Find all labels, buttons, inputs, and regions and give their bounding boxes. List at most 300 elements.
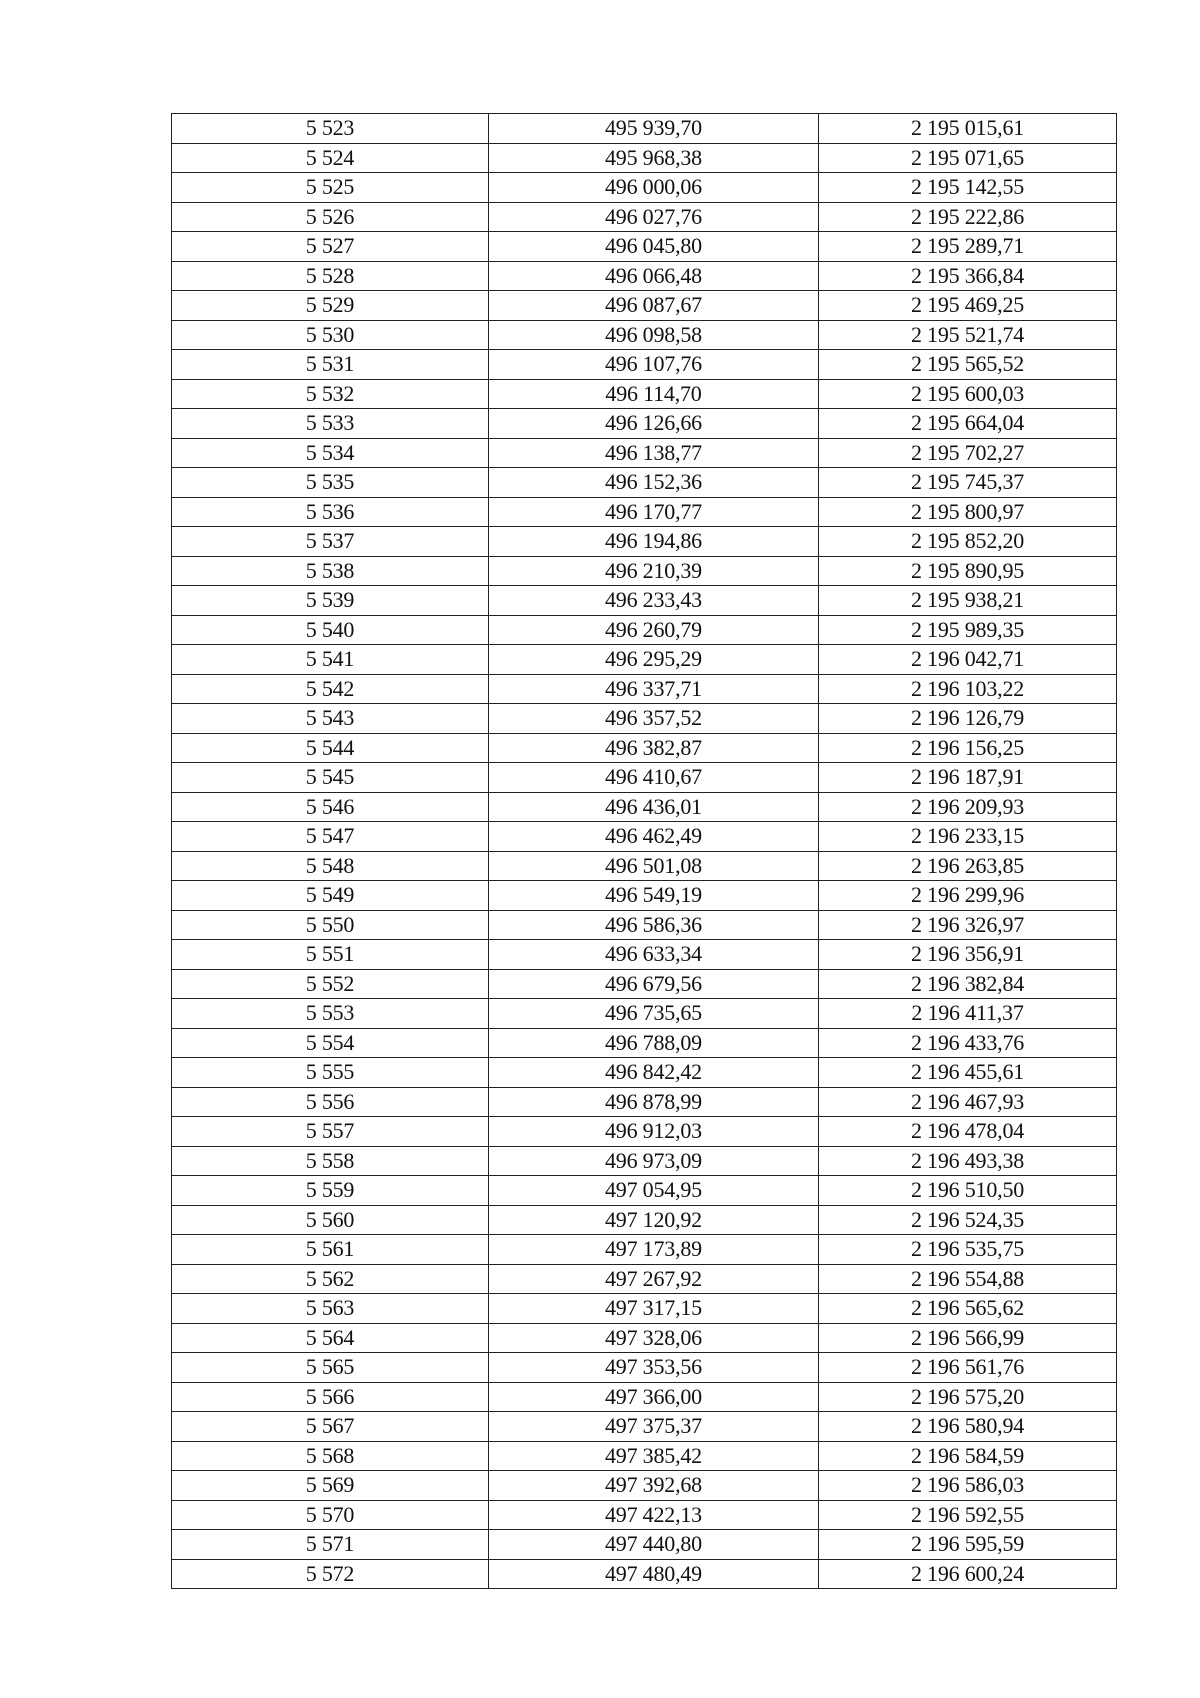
point-number-cell: [172, 438, 489, 468]
cell-text: 497 392,68: [604, 1472, 702, 1498]
table-row: [172, 556, 1117, 586]
x-coordinate-cell: [489, 1205, 819, 1235]
cell-text: 5 562: [305, 1265, 355, 1291]
cell-text: 5 546: [305, 793, 355, 819]
cell-text: 2 195 989,35: [910, 616, 1025, 642]
cell-text: 2 196 565,62: [910, 1295, 1025, 1321]
cell-text: 2 196 455,61: [910, 1059, 1025, 1085]
cell-text: 5 539: [305, 587, 355, 613]
x-coordinate-cell: [489, 1559, 819, 1589]
cell-text: 497 385,42: [604, 1442, 702, 1468]
cell-text: 2 196 580,94: [910, 1413, 1025, 1439]
cell-text: 497 173,89: [604, 1236, 702, 1262]
cell-text: 2 196 356,91: [910, 941, 1025, 967]
cell-text: 2 196 600,24: [910, 1560, 1025, 1586]
cell-text: 2 196 592,55: [910, 1501, 1025, 1527]
table-row: [172, 1323, 1117, 1353]
cell-text: 5 538: [305, 557, 355, 583]
cell-text: 5 545: [305, 764, 355, 790]
cell-text: 496 027,76: [604, 203, 702, 229]
cell-text: 496 549,19: [604, 882, 702, 908]
table-row: [172, 586, 1117, 616]
y-coordinate-cell: [819, 173, 1117, 203]
point-number-cell: [172, 1500, 489, 1530]
cell-text: 5 523: [305, 115, 355, 141]
x-coordinate-cell: [489, 1500, 819, 1530]
cell-text: 5 540: [305, 616, 355, 642]
table-row: [172, 143, 1117, 173]
point-number-cell: [172, 792, 489, 822]
y-coordinate-cell: [819, 527, 1117, 557]
point-number-cell: [172, 733, 489, 763]
table-row: [172, 1235, 1117, 1265]
point-number-cell: [172, 1146, 489, 1176]
point-number-cell: [172, 1176, 489, 1206]
cell-text: 2 196 467,93: [910, 1088, 1025, 1114]
y-coordinate-cell: [819, 586, 1117, 616]
point-number-cell: [172, 969, 489, 999]
x-coordinate-cell: [489, 1294, 819, 1324]
cell-text: 2 196 478,04: [910, 1118, 1025, 1144]
table-row: [172, 438, 1117, 468]
x-coordinate-cell: [489, 1235, 819, 1265]
point-number-cell: [172, 822, 489, 852]
x-coordinate-cell: [489, 143, 819, 173]
cell-text: 5 558: [305, 1147, 355, 1173]
cell-text: 497 054,95: [604, 1177, 702, 1203]
cell-text: 496 087,67: [604, 292, 702, 318]
x-coordinate-cell: [489, 379, 819, 409]
y-coordinate-cell: [819, 409, 1117, 439]
cell-text: 495 939,70: [604, 115, 702, 141]
cell-text: 2 196 595,59: [910, 1531, 1025, 1557]
table-row: [172, 1117, 1117, 1147]
point-number-cell: [172, 1264, 489, 1294]
point-number-cell: [172, 1087, 489, 1117]
point-number-cell: [172, 1530, 489, 1560]
cell-text: 496 337,71: [604, 675, 702, 701]
cell-text: 496 842,42: [604, 1059, 702, 1085]
y-coordinate-cell: [819, 291, 1117, 321]
y-coordinate-cell: [819, 232, 1117, 262]
y-coordinate-cell: [819, 1087, 1117, 1117]
point-number-cell: [172, 1117, 489, 1147]
cell-text: 497 267,92: [604, 1265, 702, 1291]
cell-text: 2 195 565,52: [910, 351, 1025, 377]
y-coordinate-cell: [819, 114, 1117, 144]
cell-text: 5 561: [305, 1236, 355, 1262]
cell-text: 5 530: [305, 321, 355, 347]
cell-text: 5 553: [305, 1000, 355, 1026]
cell-text: 5 550: [305, 911, 355, 937]
x-coordinate-cell: [489, 1176, 819, 1206]
table-row: [172, 350, 1117, 380]
cell-text: 496 912,03: [604, 1118, 702, 1144]
point-number-cell: [172, 1353, 489, 1383]
x-coordinate-cell: [489, 202, 819, 232]
table-row: [172, 1294, 1117, 1324]
cell-text: 497 353,56: [604, 1354, 702, 1380]
cell-text: 2 195 664,04: [910, 410, 1025, 436]
table-row: [172, 202, 1117, 232]
table-row: [172, 1471, 1117, 1501]
cell-text: 496 045,80: [604, 233, 702, 259]
x-coordinate-cell: [489, 468, 819, 498]
table-row: [172, 1559, 1117, 1589]
cell-text: 497 480,49: [604, 1560, 702, 1586]
point-number-cell: [172, 1235, 489, 1265]
cell-text: 5 536: [305, 498, 355, 524]
y-coordinate-cell: [819, 1559, 1117, 1589]
table-row: [172, 733, 1117, 763]
point-number-cell: [172, 1559, 489, 1589]
cell-text: 496 586,36: [604, 911, 702, 937]
cell-text: 497 440,80: [604, 1531, 702, 1557]
cell-text: 5 567: [305, 1413, 355, 1439]
table-row: [172, 1441, 1117, 1471]
cell-text: 497 328,06: [604, 1324, 702, 1350]
cell-text: 5 554: [305, 1029, 355, 1055]
x-coordinate-cell: [489, 1471, 819, 1501]
y-coordinate-cell: [819, 468, 1117, 498]
x-coordinate-cell: [489, 527, 819, 557]
table-row: [172, 1146, 1117, 1176]
y-coordinate-cell: [819, 822, 1117, 852]
x-coordinate-cell: [489, 1412, 819, 1442]
cell-text: 496 501,08: [604, 852, 702, 878]
cell-text: 5 524: [305, 144, 355, 170]
cell-text: 5 566: [305, 1383, 355, 1409]
cell-text: 2 196 433,76: [910, 1029, 1025, 1055]
cell-text: 5 537: [305, 528, 355, 554]
cell-text: 5 534: [305, 439, 355, 465]
x-coordinate-cell: [489, 763, 819, 793]
x-coordinate-cell: [489, 409, 819, 439]
point-number-cell: [172, 674, 489, 704]
cell-text: 5 547: [305, 823, 355, 849]
cell-text: 2 196 586,03: [910, 1472, 1025, 1498]
point-number-cell: [172, 645, 489, 675]
point-number-cell: [172, 851, 489, 881]
table-row: [172, 645, 1117, 675]
cell-text: 5 543: [305, 705, 355, 731]
point-number-cell: [172, 1471, 489, 1501]
x-coordinate-cell: [489, 1058, 819, 1088]
cell-text: 496 973,09: [604, 1147, 702, 1173]
x-coordinate-cell: [489, 1441, 819, 1471]
point-number-cell: [172, 615, 489, 645]
cell-text: 5 557: [305, 1118, 355, 1144]
cell-text: 2 195 852,20: [910, 528, 1025, 554]
cell-text: 5 560: [305, 1206, 355, 1232]
x-coordinate-cell: [489, 733, 819, 763]
table-row: [172, 1087, 1117, 1117]
y-coordinate-cell: [819, 261, 1117, 291]
point-number-cell: [172, 586, 489, 616]
cell-text: 496 194,86: [604, 528, 702, 554]
cell-text: 5 563: [305, 1295, 355, 1321]
point-number-cell: [172, 999, 489, 1029]
cell-text: 2 195 071,65: [910, 144, 1025, 170]
point-number-cell: [172, 291, 489, 321]
cell-text: 5 555: [305, 1059, 355, 1085]
cell-text: 5 565: [305, 1354, 355, 1380]
cell-text: 5 570: [305, 1501, 355, 1527]
point-number-cell: [172, 114, 489, 144]
point-number-cell: [172, 556, 489, 586]
table-row: [172, 1382, 1117, 1412]
cell-text: 2 196 584,59: [910, 1442, 1025, 1468]
cell-text: 496 878,99: [604, 1088, 702, 1114]
cell-text: 2 196 554,88: [910, 1265, 1025, 1291]
x-coordinate-cell: [489, 438, 819, 468]
x-coordinate-cell: [489, 1264, 819, 1294]
x-coordinate-cell: [489, 1323, 819, 1353]
cell-text: 2 196 233,15: [910, 823, 1025, 849]
cell-text: 2 195 800,97: [910, 498, 1025, 524]
cell-text: 497 366,00: [604, 1383, 702, 1409]
table-row: [172, 1500, 1117, 1530]
y-coordinate-cell: [819, 1441, 1117, 1471]
y-coordinate-cell: [819, 1530, 1117, 1560]
y-coordinate-cell: [819, 1205, 1117, 1235]
x-coordinate-cell: [489, 704, 819, 734]
y-coordinate-cell: [819, 1471, 1117, 1501]
cell-text: 5 542: [305, 675, 355, 701]
x-coordinate-cell: [489, 1382, 819, 1412]
cell-text: 496 152,36: [604, 469, 702, 495]
cell-text: 2 195 521,74: [910, 321, 1025, 347]
cell-text: 2 196 493,38: [910, 1147, 1025, 1173]
table-row: [172, 704, 1117, 734]
cell-text: 5 564: [305, 1324, 355, 1350]
y-coordinate-cell: [819, 645, 1117, 675]
x-coordinate-cell: [489, 910, 819, 940]
cell-text: 496 382,87: [604, 734, 702, 760]
x-coordinate-cell: [489, 1353, 819, 1383]
y-coordinate-cell: [819, 910, 1117, 940]
cell-text: 5 535: [305, 469, 355, 495]
y-coordinate-cell: [819, 969, 1117, 999]
x-coordinate-cell: [489, 645, 819, 675]
point-number-cell: [172, 1058, 489, 1088]
cell-text: 5 551: [305, 941, 355, 967]
x-coordinate-cell: [489, 1146, 819, 1176]
table-row: [172, 615, 1117, 645]
y-coordinate-cell: [819, 940, 1117, 970]
cell-text: 2 195 289,71: [910, 233, 1025, 259]
x-coordinate-cell: [489, 999, 819, 1029]
cell-text: 496 138,77: [604, 439, 702, 465]
y-coordinate-cell: [819, 1323, 1117, 1353]
y-coordinate-cell: [819, 1294, 1117, 1324]
y-coordinate-cell: [819, 1353, 1117, 1383]
x-coordinate-cell: [489, 1087, 819, 1117]
point-number-cell: [172, 409, 489, 439]
point-number-cell: [172, 704, 489, 734]
cell-text: 5 526: [305, 203, 355, 229]
cell-text: 496 170,77: [604, 498, 702, 524]
x-coordinate-cell: [489, 822, 819, 852]
cell-text: 495 968,38: [604, 144, 702, 170]
table-row: [172, 261, 1117, 291]
table-row: [172, 822, 1117, 852]
cell-text: 496 410,67: [604, 764, 702, 790]
cell-text: 2 196 566,99: [910, 1324, 1025, 1350]
point-number-cell: [172, 881, 489, 911]
x-coordinate-cell: [489, 969, 819, 999]
y-coordinate-cell: [819, 792, 1117, 822]
x-coordinate-cell: [489, 232, 819, 262]
cell-text: 496 633,34: [604, 941, 702, 967]
table-row: [172, 173, 1117, 203]
point-number-cell: [172, 468, 489, 498]
table-row: [172, 320, 1117, 350]
y-coordinate-cell: [819, 202, 1117, 232]
cell-text: 496 679,56: [604, 970, 702, 996]
table-row: [172, 851, 1117, 881]
table-row: [172, 232, 1117, 262]
coordinates-table: [171, 113, 1117, 1589]
table-row: [172, 674, 1117, 704]
cell-text: 2 196 187,91: [910, 764, 1025, 790]
table-row: [172, 881, 1117, 911]
cell-text: 5 527: [305, 233, 355, 259]
point-number-cell: [172, 1412, 489, 1442]
cell-text: 496 126,66: [604, 410, 702, 436]
cell-text: 496 295,29: [604, 646, 702, 672]
y-coordinate-cell: [819, 1412, 1117, 1442]
y-coordinate-cell: [819, 615, 1117, 645]
table-row: [172, 409, 1117, 439]
cell-text: 2 196 510,50: [910, 1177, 1025, 1203]
x-coordinate-cell: [489, 1117, 819, 1147]
cell-text: 497 317,15: [604, 1295, 702, 1321]
y-coordinate-cell: [819, 143, 1117, 173]
cell-text: 2 196 042,71: [910, 646, 1025, 672]
y-coordinate-cell: [819, 763, 1117, 793]
point-number-cell: [172, 497, 489, 527]
y-coordinate-cell: [819, 1176, 1117, 1206]
x-coordinate-cell: [489, 350, 819, 380]
table-row: [172, 1353, 1117, 1383]
table-row: [172, 291, 1117, 321]
point-number-cell: [172, 379, 489, 409]
point-number-cell: [172, 1294, 489, 1324]
cell-text: 2 196 575,20: [910, 1383, 1025, 1409]
point-number-cell: [172, 320, 489, 350]
x-coordinate-cell: [489, 881, 819, 911]
x-coordinate-cell: [489, 674, 819, 704]
cell-text: 2 196 411,37: [911, 1000, 1024, 1026]
y-coordinate-cell: [819, 320, 1117, 350]
cell-text: 2 195 702,27: [910, 439, 1025, 465]
table-row: [172, 1176, 1117, 1206]
point-number-cell: [172, 143, 489, 173]
point-number-cell: [172, 910, 489, 940]
cell-text: 2 195 015,61: [910, 115, 1025, 141]
point-number-cell: [172, 232, 489, 262]
x-coordinate-cell: [489, 586, 819, 616]
cell-text: 5 559: [305, 1177, 355, 1203]
cell-text: 2 196 524,35: [910, 1206, 1025, 1232]
cell-text: 2 195 142,55: [910, 174, 1025, 200]
y-coordinate-cell: [819, 379, 1117, 409]
table-row: [172, 969, 1117, 999]
cell-text: 2 196 326,97: [910, 911, 1025, 937]
cell-text: 497 375,37: [604, 1413, 702, 1439]
x-coordinate-cell: [489, 497, 819, 527]
cell-text: 2 196 382,84: [910, 970, 1025, 996]
x-coordinate-cell: [489, 851, 819, 881]
y-coordinate-cell: [819, 674, 1117, 704]
cell-text: 2 196 103,22: [910, 675, 1025, 701]
y-coordinate-cell: [819, 350, 1117, 380]
x-coordinate-cell: [489, 114, 819, 144]
x-coordinate-cell: [489, 261, 819, 291]
table-row: [172, 940, 1117, 970]
point-number-cell: [172, 350, 489, 380]
cell-text: 2 196 209,93: [910, 793, 1025, 819]
cell-text: 5 529: [305, 292, 355, 318]
cell-text: 5 571: [305, 1531, 355, 1557]
y-coordinate-cell: [819, 1500, 1117, 1530]
cell-text: 2 196 561,76: [910, 1354, 1025, 1380]
x-coordinate-cell: [489, 291, 819, 321]
table-row: [172, 468, 1117, 498]
table-row: [172, 999, 1117, 1029]
cell-text: 496 114,70: [605, 380, 702, 406]
y-coordinate-cell: [819, 1117, 1117, 1147]
y-coordinate-cell: [819, 704, 1117, 734]
y-coordinate-cell: [819, 851, 1117, 881]
x-coordinate-cell: [489, 940, 819, 970]
point-number-cell: [172, 527, 489, 557]
cell-text: 5 541: [305, 646, 355, 672]
cell-text: 496 098,58: [604, 321, 702, 347]
table-row: [172, 792, 1117, 822]
table-row: [172, 1530, 1117, 1560]
cell-text: 496 260,79: [604, 616, 702, 642]
cell-text: 5 549: [305, 882, 355, 908]
point-number-cell: [172, 202, 489, 232]
cell-text: 5 568: [305, 1442, 355, 1468]
cell-text: 5 572: [305, 1560, 355, 1586]
coordinates-table-body: [172, 114, 1117, 1589]
x-coordinate-cell: [489, 556, 819, 586]
cell-text: 5 569: [305, 1472, 355, 1498]
x-coordinate-cell: [489, 320, 819, 350]
point-number-cell: [172, 173, 489, 203]
cell-text: 496 357,52: [604, 705, 702, 731]
y-coordinate-cell: [819, 1058, 1117, 1088]
x-coordinate-cell: [489, 615, 819, 645]
cell-text: 5 556: [305, 1088, 355, 1114]
x-coordinate-cell: [489, 173, 819, 203]
cell-text: 2 195 366,84: [910, 262, 1025, 288]
y-coordinate-cell: [819, 1028, 1117, 1058]
cell-text: 5 533: [305, 410, 355, 436]
cell-text: 496 233,43: [604, 587, 702, 613]
table-row: [172, 1205, 1117, 1235]
y-coordinate-cell: [819, 733, 1117, 763]
cell-text: 5 532: [305, 380, 355, 406]
cell-text: 5 544: [305, 734, 355, 760]
table-row: [172, 910, 1117, 940]
cell-text: 496 735,65: [604, 1000, 702, 1026]
table-row: [172, 497, 1117, 527]
cell-text: 496 107,76: [604, 351, 702, 377]
